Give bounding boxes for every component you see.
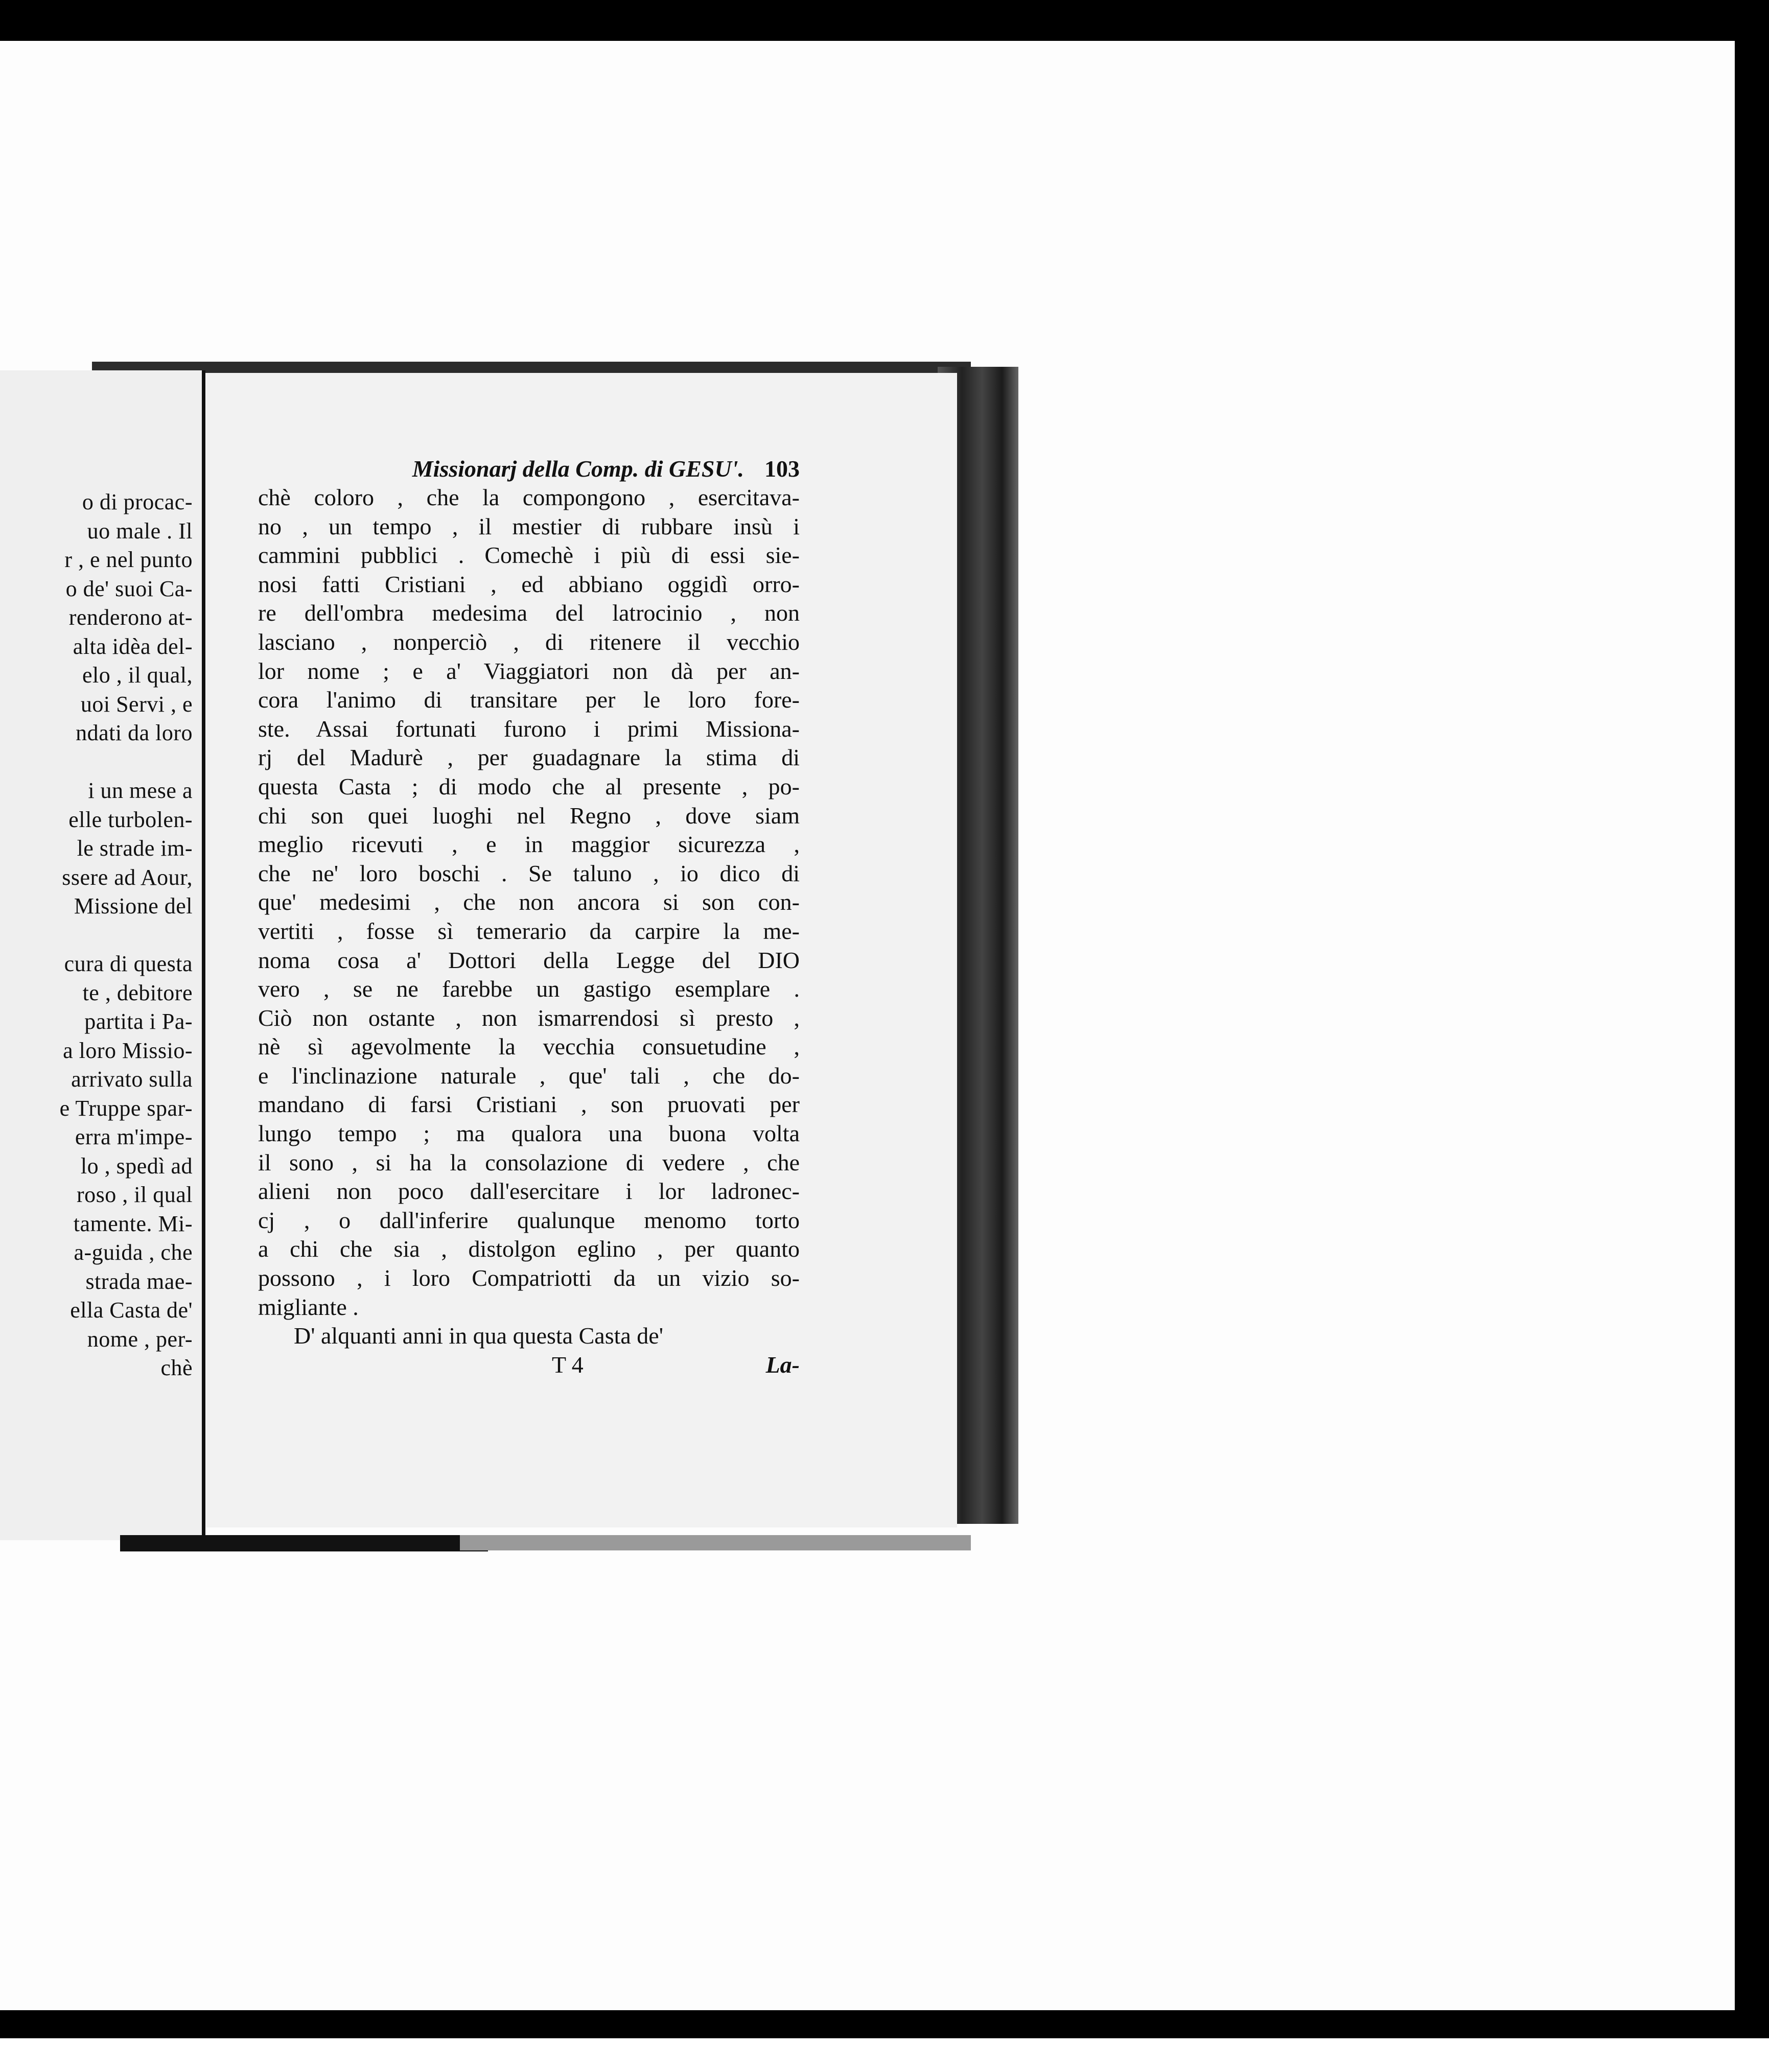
- body-text: [258, 483, 800, 1351]
- text-line: rj del Madurè , per guadagnare la stima di: [258, 744, 800, 771]
- left-page-line: a loro Missio-: [63, 1038, 193, 1063]
- text-line: ste. Assai fortunati furono i primi Missiona-: [258, 715, 800, 742]
- left-page-line: arrivato sulla: [71, 1067, 193, 1092]
- left-page-line: i un mese a: [88, 778, 193, 803]
- left-page-line: o de' suoi Ca-: [65, 576, 193, 601]
- text-line: noma cosa a' Dottori della Legge del DIO: [258, 947, 800, 973]
- text-line: cammini pubblici . Comechè i più di essi sie-: [258, 542, 800, 569]
- left-page-line: alta idèa del-: [73, 633, 193, 659]
- left-page-line: tamente. Mi-: [73, 1211, 193, 1236]
- left-page-text: [0, 488, 193, 1383]
- left-page: [0, 370, 205, 1540]
- left-page-line: r , e nel punto: [64, 547, 193, 572]
- left-page-line: elle turbolen-: [68, 807, 193, 832]
- page-number: 103: [764, 456, 800, 482]
- film-bottom-band: [0, 2038, 1769, 2072]
- left-page-line: nome , per-: [87, 1326, 193, 1352]
- right-page-text-block: [258, 455, 800, 1381]
- left-page-line: ndati da loro: [76, 720, 193, 745]
- left-page-line: a-guida , che: [74, 1240, 193, 1265]
- left-page-line: strada mae-: [85, 1268, 193, 1294]
- left-page-line: le strade im-: [77, 836, 193, 861]
- left-page-line: cura di questa: [64, 951, 193, 976]
- text-line: lor nome ; e a' Viaggiatori non dà per an-: [258, 657, 800, 684]
- text-line: migliante .: [258, 1293, 359, 1320]
- running-header: [258, 455, 800, 483]
- left-page-line: renderono at-: [68, 605, 193, 630]
- text-line: re dell'ombra medesima del latrocinio , non: [258, 600, 800, 626]
- signature-mark: T 4: [552, 1351, 584, 1378]
- text-line: il sono , si ha la consolazione di vedere , che: [258, 1149, 800, 1175]
- text-line: che ne' loro boschi . Se taluno , io dico di: [258, 860, 800, 886]
- text-line: alieni non poco dall'esercitare i lor ladronec-: [258, 1178, 800, 1205]
- left-page-line: Missione del: [74, 893, 193, 919]
- text-line: mandano di farsi Cristiani , son pruovati per: [258, 1091, 800, 1118]
- left-page-line: partita i Pa-: [84, 1009, 193, 1034]
- left-page-line: ssere ad Aour,: [62, 864, 193, 890]
- left-page-line: lo , spedì ad: [80, 1153, 193, 1179]
- text-line: lungo tempo ; ma qualora una buona volta: [258, 1120, 800, 1147]
- text-line: possono , i loro Compatriotti da un vizio so-: [258, 1265, 800, 1291]
- running-header-title: Missionarj della Comp. di GESU'.: [412, 456, 744, 482]
- book-cover-top-edge: [92, 362, 971, 373]
- left-page-line: elo , il qual,: [82, 663, 193, 688]
- text-line: vertiti , fosse sì temerario da carpire la me-: [258, 917, 800, 944]
- text-line: D' alquanti anni in qua questa Casta de': [294, 1323, 663, 1349]
- text-line: cora l'animo di transitare per le loro fore-: [258, 687, 800, 713]
- text-line: nè sì agevolmente la vecchia consuetudine ,: [258, 1033, 800, 1060]
- left-page-line: ella Casta de': [70, 1298, 193, 1323]
- text-line: cj , o dall'inferire qualunque menomo torto: [258, 1207, 800, 1233]
- text-line: que' medesimi , che non ancora si son con-: [258, 889, 800, 915]
- text-line: chè coloro , che la compongono , esercitava-: [258, 484, 800, 510]
- left-page-line: [0, 921, 193, 950]
- page-footer: [258, 1351, 800, 1381]
- left-page-line: te , debitore: [82, 980, 193, 1005]
- text-line: questa Casta ; di modo che al presente , po-: [258, 773, 800, 799]
- text-line: nosi fatti Cristiani , ed abbiano oggidì orro-: [258, 571, 800, 597]
- catchword: La-: [765, 1351, 800, 1378]
- left-page-line: roso , il qual: [77, 1182, 193, 1207]
- left-page-line: uo male . Il: [87, 518, 193, 544]
- left-page-line: e Truppe spar-: [59, 1095, 193, 1121]
- left-page-line: o di procac-: [82, 489, 193, 514]
- text-line: meglio ricevuti , e in maggior sicurezza ,: [258, 831, 800, 858]
- text-line: lasciano , nonperciò , di ritenere il vecchio: [258, 628, 800, 655]
- left-page-line: [0, 748, 193, 777]
- left-page-line: erra m'impe-: [75, 1124, 193, 1149]
- text-line: no , un tempo , il mestier di rubbare insù i: [258, 513, 800, 539]
- text-line: vero , se ne farebbe un gastigo esemplare .: [258, 976, 800, 1002]
- text-line: e l'inclinazione naturale , que' tali , che do-: [258, 1062, 800, 1089]
- text-line: chi son quei luoghi nel Regno , dove siam: [258, 802, 800, 829]
- book-cover-bottom-edge: [120, 1535, 488, 1551]
- left-page-line: chè: [160, 1355, 193, 1380]
- book-cover-bottom-shadow: [460, 1535, 971, 1550]
- left-page-line: uoi Servi , e: [80, 691, 193, 717]
- text-line: a chi che sia , distolgon eglino , per quanto: [258, 1236, 800, 1262]
- text-line: Ciò non ostante , non ismarrendosi sì presto ,: [258, 1004, 800, 1031]
